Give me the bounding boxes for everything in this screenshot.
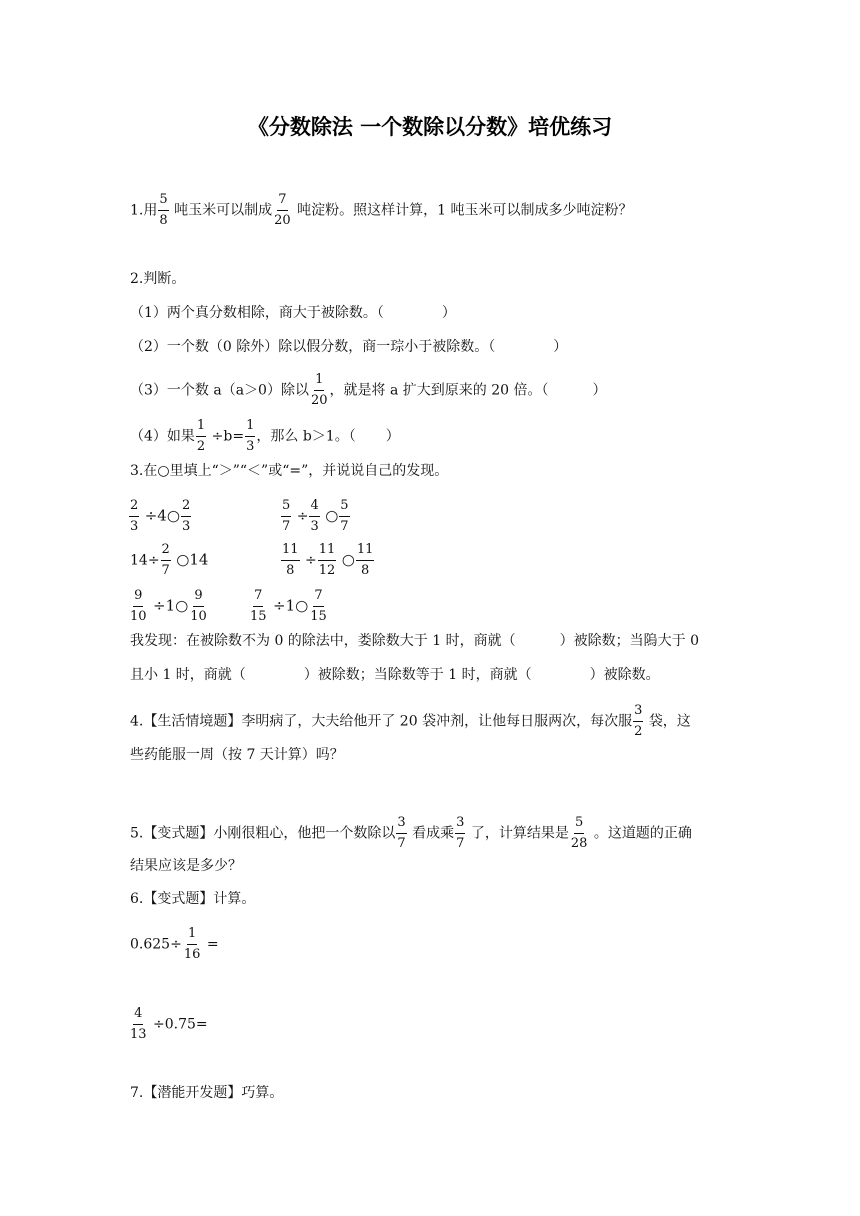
- q1-text-3: 吨淀粉。照这样计算，1 吨玉米可以制成多少吨淀粉？: [297, 202, 633, 219]
- fraction: $\frac{1}{2}$: [196, 418, 206, 454]
- compare-expr-4: $\frac{11}{8}$ ÷ $\frac{11}{12}$ ○ $\frac{11}{8}$: [282, 542, 374, 578]
- question-2-heading: 2.判断。: [130, 271, 186, 287]
- q1-text-1: 1.用: [130, 202, 158, 219]
- finding-line-2: 且小 1 时，商就（ ）被除数；当除数等于 1 时，商就（ ）被除数。: [130, 667, 660, 683]
- compare-expr-6: $\frac{7}{15}$ ÷1○ $\frac{7}{15}$: [250, 588, 327, 624]
- judge-item-2: （2）一个数（0 除外）除以假分数，商一琮小于被除数。（ ）: [130, 339, 568, 355]
- compare-expr-1: $\frac{2}{3}$ ÷4○ $\frac{2}{3}$: [130, 498, 191, 534]
- compare-expr-2: $\frac{5}{7}$ ÷ $\frac{4}{3}$ ○ $\frac{5}{7}$: [282, 498, 349, 534]
- calc-expr-2: $\frac{4}{13}$ ÷0.75=: [130, 1006, 208, 1042]
- judge-item-4: （4）如果 $\frac{1}{2}$ ÷b= $\frac{1}{3}$ ，那么 b＞1。（ ）: [130, 418, 400, 454]
- question-1: [130, 192, 632, 229]
- fraction: $\frac{1}{20}$: [310, 372, 328, 408]
- question-4: 4.【生活情境题】李明病了，大夫给他开了 20 袋冲剂，让他每日服两次，每次服 $\frac{3}{2}$ 袋，这: [130, 703, 691, 739]
- question-4-line-2: 些药能服一周（按 7 天计算）吗？: [130, 747, 344, 763]
- compare-expr-5: $\frac{9}{10}$ ÷1○ $\frac{9}{10}$: [130, 588, 207, 624]
- compare-expr-3: 14÷ $\frac{2}{7}$ ○14: [130, 542, 209, 578]
- judge-item-3: （3）一个数 a（a＞0）除以 $\frac{1}{20}$ ，就是将 a 扩大到原来的 20 倍。（ ）: [130, 372, 607, 408]
- question-6-heading: 6.【变式题】计算。: [130, 891, 256, 907]
- finding-line-1: 我发现：在被除数不为 0 的除法中，娄除数大于 1 时，商就（ ）被除数；当隖大于 0: [130, 633, 699, 649]
- fraction: $\frac{5}{8}$: [159, 192, 168, 228]
- question-5-line-2: 结果应该是多少？: [130, 858, 242, 874]
- page-title: 《分数除法 一个数除以分数》培优练习: [247, 115, 613, 139]
- fraction: $\frac{1}{3}$: [246, 418, 255, 454]
- calc-expr-1: 0.625÷ $\frac{1}{16}$ =: [130, 926, 219, 962]
- question-3-heading: 3.在○里填上“＞”“＜”或“=”，并说说自己的发现。: [130, 463, 449, 479]
- fraction: $\frac{7}{20}$: [274, 192, 291, 228]
- question-7-heading: 7.【潜能开发题】巧算。: [130, 1085, 284, 1101]
- judge-item-1: （1）两个真分数相除，商大于被除数。（ ）: [130, 305, 456, 321]
- question-5: 5.【变式题】小刚很粗心，他把一个数除以 $\frac{3}{7}$ 看成乘 $\frac{3}{7}$ 了，计算结果是 $\frac{5}{28}$ 。这道题的正确: [130, 815, 692, 851]
- q1-text-2: 吨玉米可以制成: [174, 202, 273, 219]
